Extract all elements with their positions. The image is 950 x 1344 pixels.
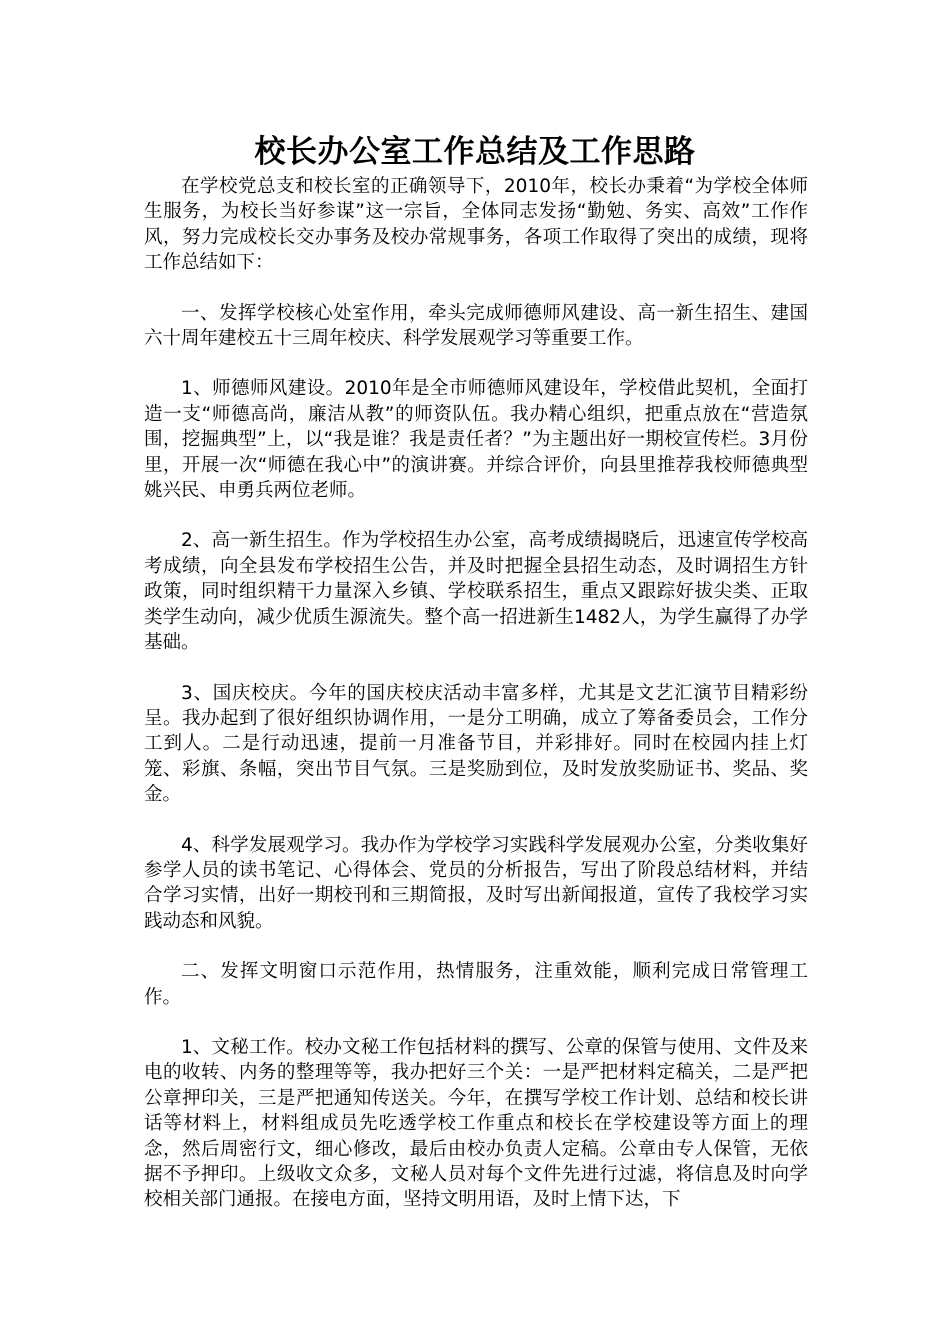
document-body [144,174,808,1238]
paragraph-intro: 在学校党总支和校长室的正确领导下，2010年，校长办秉着“为学校全体师生服务，为校长当好参谋”这一宗旨，全体同志发扬“勤勉、务实、高效”工作作风，努力完成校长交办事务及校办常规事务，各项工作取得了突出的成绩，现将工作总结如下： [144,176,808,274]
document-title: 校长办公室工作总结及工作思路 [254,134,696,170]
paragraph-item-ethics: 1、师德师风建设。2010年是全市师德师风建设年，学校借此契机，全面打造一支“师德高尚，廉洁从教”的师资队伍。我办精心组织，把重点放在“营造氛围，挖掘典型”上，以“我是谁？我是责任者？”为主题出好一期校宣传栏。3月份里，开展一次“师德在我心中”的演讲赛。并综合评价，向县里推荐我校师德典型姚兴民、申勇兵两位老师。 [144,378,808,502]
paragraph-item-study: 4、科学发展观学习。我办作为学校学习实践科学发展观办公室，分类收集好参学人员的读书笔记、心得体会、党员的分析报告，写出了阶段总结材料，并结合学习实情，出好一期校刊和三期简报，及时写出新闻报道，宣传了我校学习实践动态和风貌。 [144,834,808,932]
paragraph-section-2-heading: 二、发挥文明窗口示范作用，热情服务，注重效能，顺利完成日常管理工作。 [144,961,808,1008]
paragraph-section-1-heading: 一、发挥学校核心处室作用，牵头完成师德师风建设、高一新生招生、建国六十周年建校五十三周年校庆、科学发展观学习等重要工作。 [144,302,808,350]
paragraph-item-secretarial: 1、文秘工作。校办文秘工作包括材料的撰写、公章的保管与使用、文件及来电的收转、内务的整理等等，我办把好三个关：一是严把材料定稿关，二是严把公章押印关，三是严把通知传送关。今年，在撰写学校工作计划、总结和校长讲话等材料上，材料组成员先吃透学校工作重点和校长在学校建设等方面上的理念，然后周密行文，细心修改，最后由校办负责人定稿。公章由专人保管，无依据不予押印。上级收文众多，文秘人员对每个文件先进行过滤，将信息及时向学校相关部门通报。在接电方面，坚持文明用语，及时上情下达，下 [144,1036,808,1211]
paragraph-item-anniversary: 3、国庆校庆。今年的国庆校庆活动丰富多样，尤其是文艺汇演节目精彩纷呈。我办起到了很好组织协调作用，一是分工明确，成立了筹备委员会，工作分工到人。二是行动迅速，提前一月准备节目，并彩排好。同时在校园内挂上灯笼、彩旗、条幅，突出节目气氛。三是奖励到位，及时发放奖励证书、奖品、奖金。 [144,682,808,806]
paragraph-item-enrollment: 2、高一新生招生。作为学校招生办公室，高考成绩揭晓后，迅速宣传学校高考成绩，向全县发布学校招生公告，并及时把握全县招生动态，及时调招生方针政策，同时组织精干力量深入乡镇、学校联系招生，重点又跟踪好拔尖类、正取类学生动向，减少优质生源流失。整个高一招进新生1482人，为学生赢得了办学基础。 [144,530,808,654]
